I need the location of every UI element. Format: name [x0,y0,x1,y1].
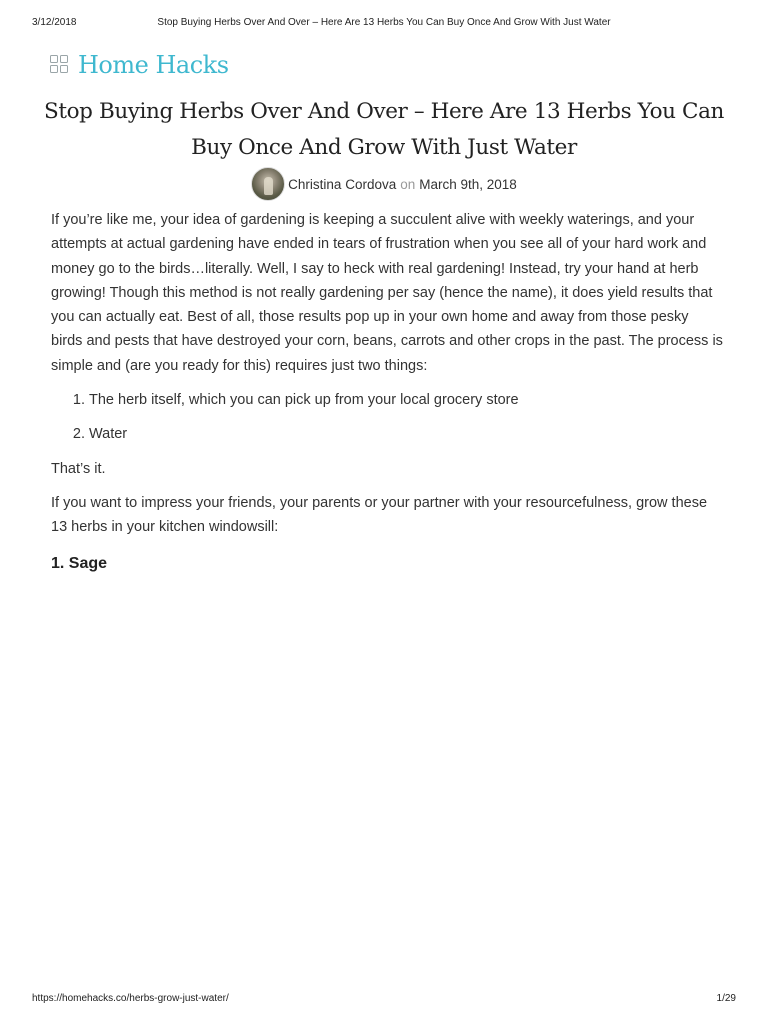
author-name[interactable]: Christina Cordova [288,176,397,192]
list-item: 2. Water [89,422,723,446]
print-footer [32,993,736,1007]
print-title: Stop Buying Herbs Over And Over – Here Are 13 Herbs You Can Buy Once And Grow With Just Water [157,17,611,28]
page-number: 1/29 [716,993,736,1004]
byline [0,166,768,202]
article-body [51,208,723,576]
thats-it-paragraph: That’s it. [51,460,106,477]
site-header[interactable] [50,50,229,80]
print-date: 3/12/2018 [32,17,77,28]
article-title: Stop Buying Herbs Over And Over – Here Are 13 Herbs You Can Buy Once And Grow With Just Water [44,99,724,160]
avatar [251,167,285,201]
impress-paragraph: If you want to impress your friends, your parents or your partner with your resourcefulness, grow these 13 herbs in your kitchen windowsill: [51,494,708,536]
print-header [32,17,736,31]
print-url: https://homehacks.co/herbs-grow-just-water/ [32,993,229,1004]
section-heading: 1. Sage [51,554,108,572]
intro-paragraph: If you’re like me, your idea of gardening is keeping a succulent alive with weekly waterings, and your attempts at actual gardening have ended in tears of frustration when you see all of your hard work and money go to the birds…literally. Well, I say to heck with real gardening! Instead, try your hand at herb growing! Though this method is not really gardening per say (hence the name), it does yield results that you can actually eat. Best of all, those results pop up in your own home and away from those pesky birds and pests that have destroyed your corn, beans, carrots and other crops in the past. The process is simple and (are you ready for this) requires just two things: [51,212,723,374]
requirements-list [51,388,723,447]
site-logo-text[interactable]: Home Hacks [78,51,229,79]
byline-on: on [400,176,416,192]
grid-icon [50,55,70,75]
publish-date: March 9th, 2018 [419,176,517,192]
list-item: 1. The herb itself, which you can pick up from your local grocery store [89,388,723,412]
